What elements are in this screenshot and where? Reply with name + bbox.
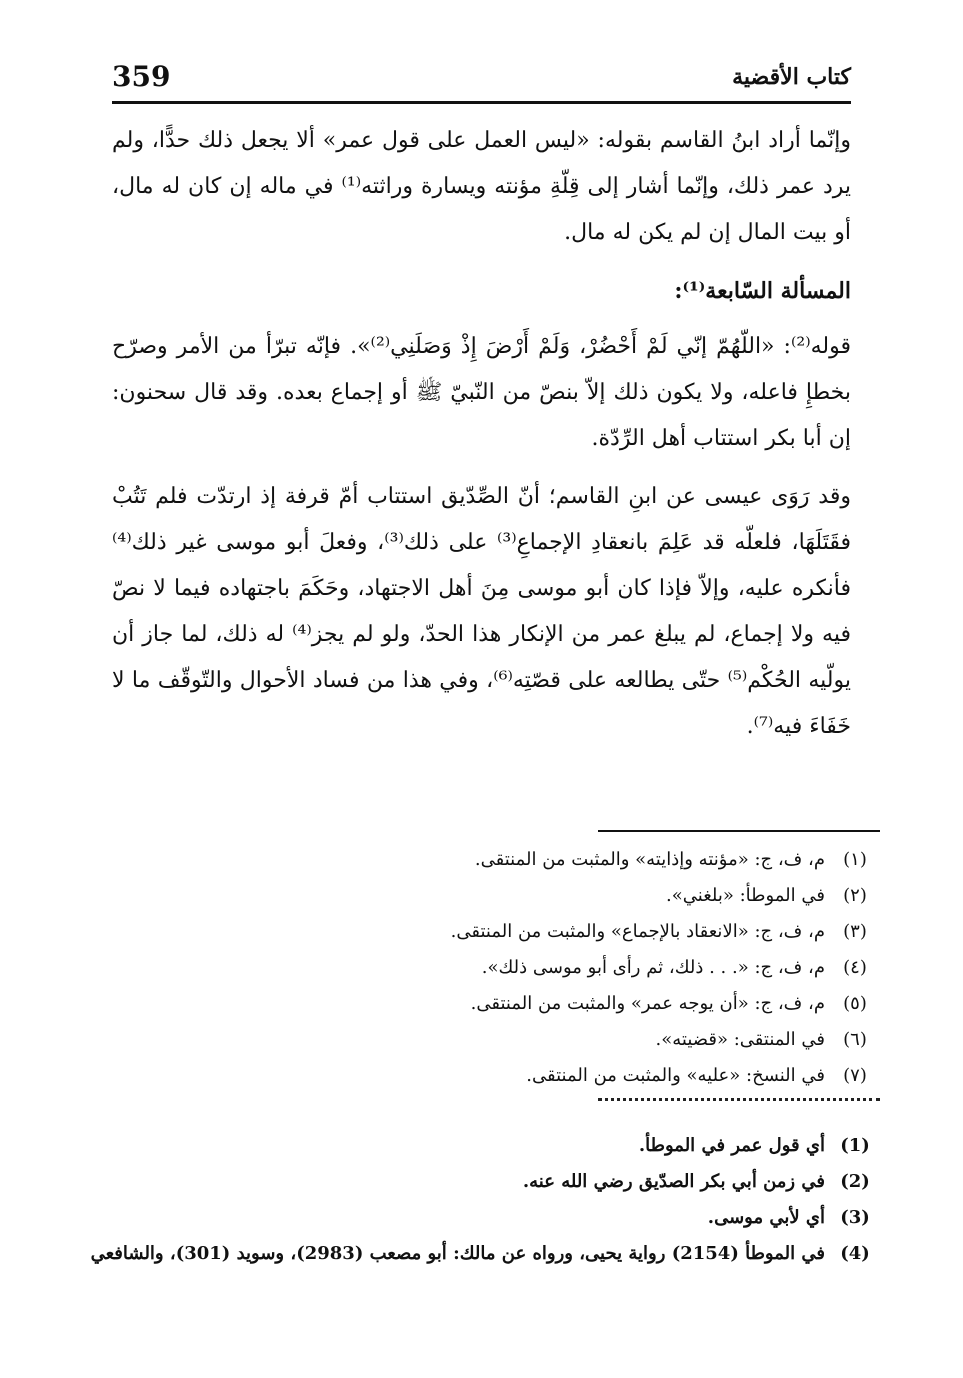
- footnote-rule: [598, 830, 880, 832]
- footnote-text: في المنتقى: «قضيته».: [655, 1029, 825, 1050]
- footnote-text: م، ف، ج: «الانعقاد بالإجماع» والمثبت من المنتقى.: [450, 921, 825, 942]
- footnote-text: في الموطأ (2154) رواية يحيى، ورواه عن مالك: أبو مصعب (2983)، وسويد (301)، والشافعي: [90, 1243, 825, 1264]
- paragraph-3: وقد رَوَى عيسى عن ابنِ القاسم؛ أنّ الصِّدّيق استتاب أمّ قرفة إذ ارتدّت فلم تَتُبْ فقَتَلَهَا، فلعلّه قد عَلِمَ بانعقادِ الإجماعِ⁽³⁾ على ذلك⁽³⁾، وفعلَ أبو موسى غير ذلك⁽⁴⁾ فأنكره عليه، وإلاّ فإذا كان أبو موسى مِنَ أهل الاجتهاد، وحَكَمَ باجتهاده فيما لا نصّ فيه ولا إجماع، لم يبلغ عمر من الإنكار هذا الحدّ، ولو لم يجز⁽⁴⁾ له ذلك، لما جاز أن يولّيه الحُكْم⁽⁵⁾ حتّى يطالعه على قصّتِه⁽⁶⁾، وفي هذا من فساد الأحوال والتّوقّف ما لا خَفَاءَ فيه⁽⁷⁾.: [112, 484, 851, 739]
- footnote-number: (١): [843, 849, 867, 870]
- section-heading: المسألة السّابعة⁽¹⁾:: [674, 278, 851, 304]
- footnote-text: م، ف، ج: «مؤنته وإذايته» والمثبت من المنتقى.: [474, 849, 825, 870]
- footnote-number: (٢): [843, 885, 867, 906]
- footnote-number: (2): [840, 1171, 870, 1192]
- footnote-number: (4): [840, 1243, 870, 1264]
- footnote-item: [112, 1058, 875, 1094]
- footnote-text: م، ف، ج: «. . . ذلك، ثم رأى أبو موسى ذلك».: [481, 957, 825, 978]
- footnote-text: أي قول عمر في الموطأ.: [638, 1135, 825, 1156]
- paragraph-1: وإنّما أراد ابنُ القاسم بقوله: «ليس العمل على قول عمر» ألا يجعل ذلك حدًّا، ولم يرد عمر ذلك، وإنّما أشار إلى قِلّةِ مؤنته ويسارة وراثته⁽¹⁾ في ماله إن كان له مال، أو بيت المال إن لم يكن له مال.: [112, 128, 852, 245]
- footnote-text: في النسخ: «عليه» والمثبت من المنتقى.: [526, 1065, 825, 1086]
- footnote-item: [112, 878, 875, 914]
- footnote-item: [112, 986, 875, 1022]
- footnote-item: [90, 1236, 875, 1272]
- footnote-number: (٥): [843, 993, 867, 1014]
- footnote-item: [112, 914, 875, 950]
- footnote-text: م، ف، ج: «أن يوجه عمر» والمثبت من المنتقى.: [470, 993, 825, 1014]
- chapter-title: كتاب الأقضية: [732, 64, 851, 90]
- footnote-text: أي لأبي موسى.: [707, 1207, 825, 1228]
- footnote-number: (3): [840, 1207, 870, 1228]
- page-number: 359: [112, 60, 171, 93]
- page-header: [112, 60, 851, 100]
- footnote-item: [112, 1164, 875, 1200]
- header-rule: [112, 101, 851, 104]
- footnote-item: [112, 1200, 875, 1236]
- paragraph-2: قوله⁽²⁾: «اللّهُمّ إنّي لَمْ أَحْضُرْ، وَلَمْ أَرْضَ إِذْ وَصَلَنِي⁽²⁾». فإنّه تبرّأ من الأمر وصرّح بخطإِ فاعله، ولا يكون ذلك إلاّ بنصّ من النّبيّ ﷺ أو إجماع بعده. وقد قال سحنون: إن أبا بكر استتاب أهل الرِّدّة.: [112, 334, 851, 451]
- footnote-dotted-separator: [598, 1098, 880, 1101]
- footnote-text: في زمن أبي بكر الصدّيق رضي الله عنه.: [522, 1171, 825, 1192]
- footnote-number: (٧): [843, 1065, 867, 1086]
- footnote-number: (٣): [843, 921, 867, 942]
- footnote-number: (٤): [843, 957, 867, 978]
- main-text: [112, 118, 851, 762]
- footnotes-variants: [112, 842, 875, 1094]
- footnotes-commentary: [90, 1128, 875, 1272]
- footnote-item: [112, 950, 875, 986]
- footnote-item: [112, 1022, 875, 1058]
- footnote-item: [112, 1128, 875, 1164]
- footnote-number: (٦): [843, 1029, 867, 1050]
- footnote-number: (1): [840, 1135, 870, 1156]
- footnote-text: في الموطأ: «بلغني».: [666, 885, 825, 906]
- footnote-item: [112, 842, 875, 878]
